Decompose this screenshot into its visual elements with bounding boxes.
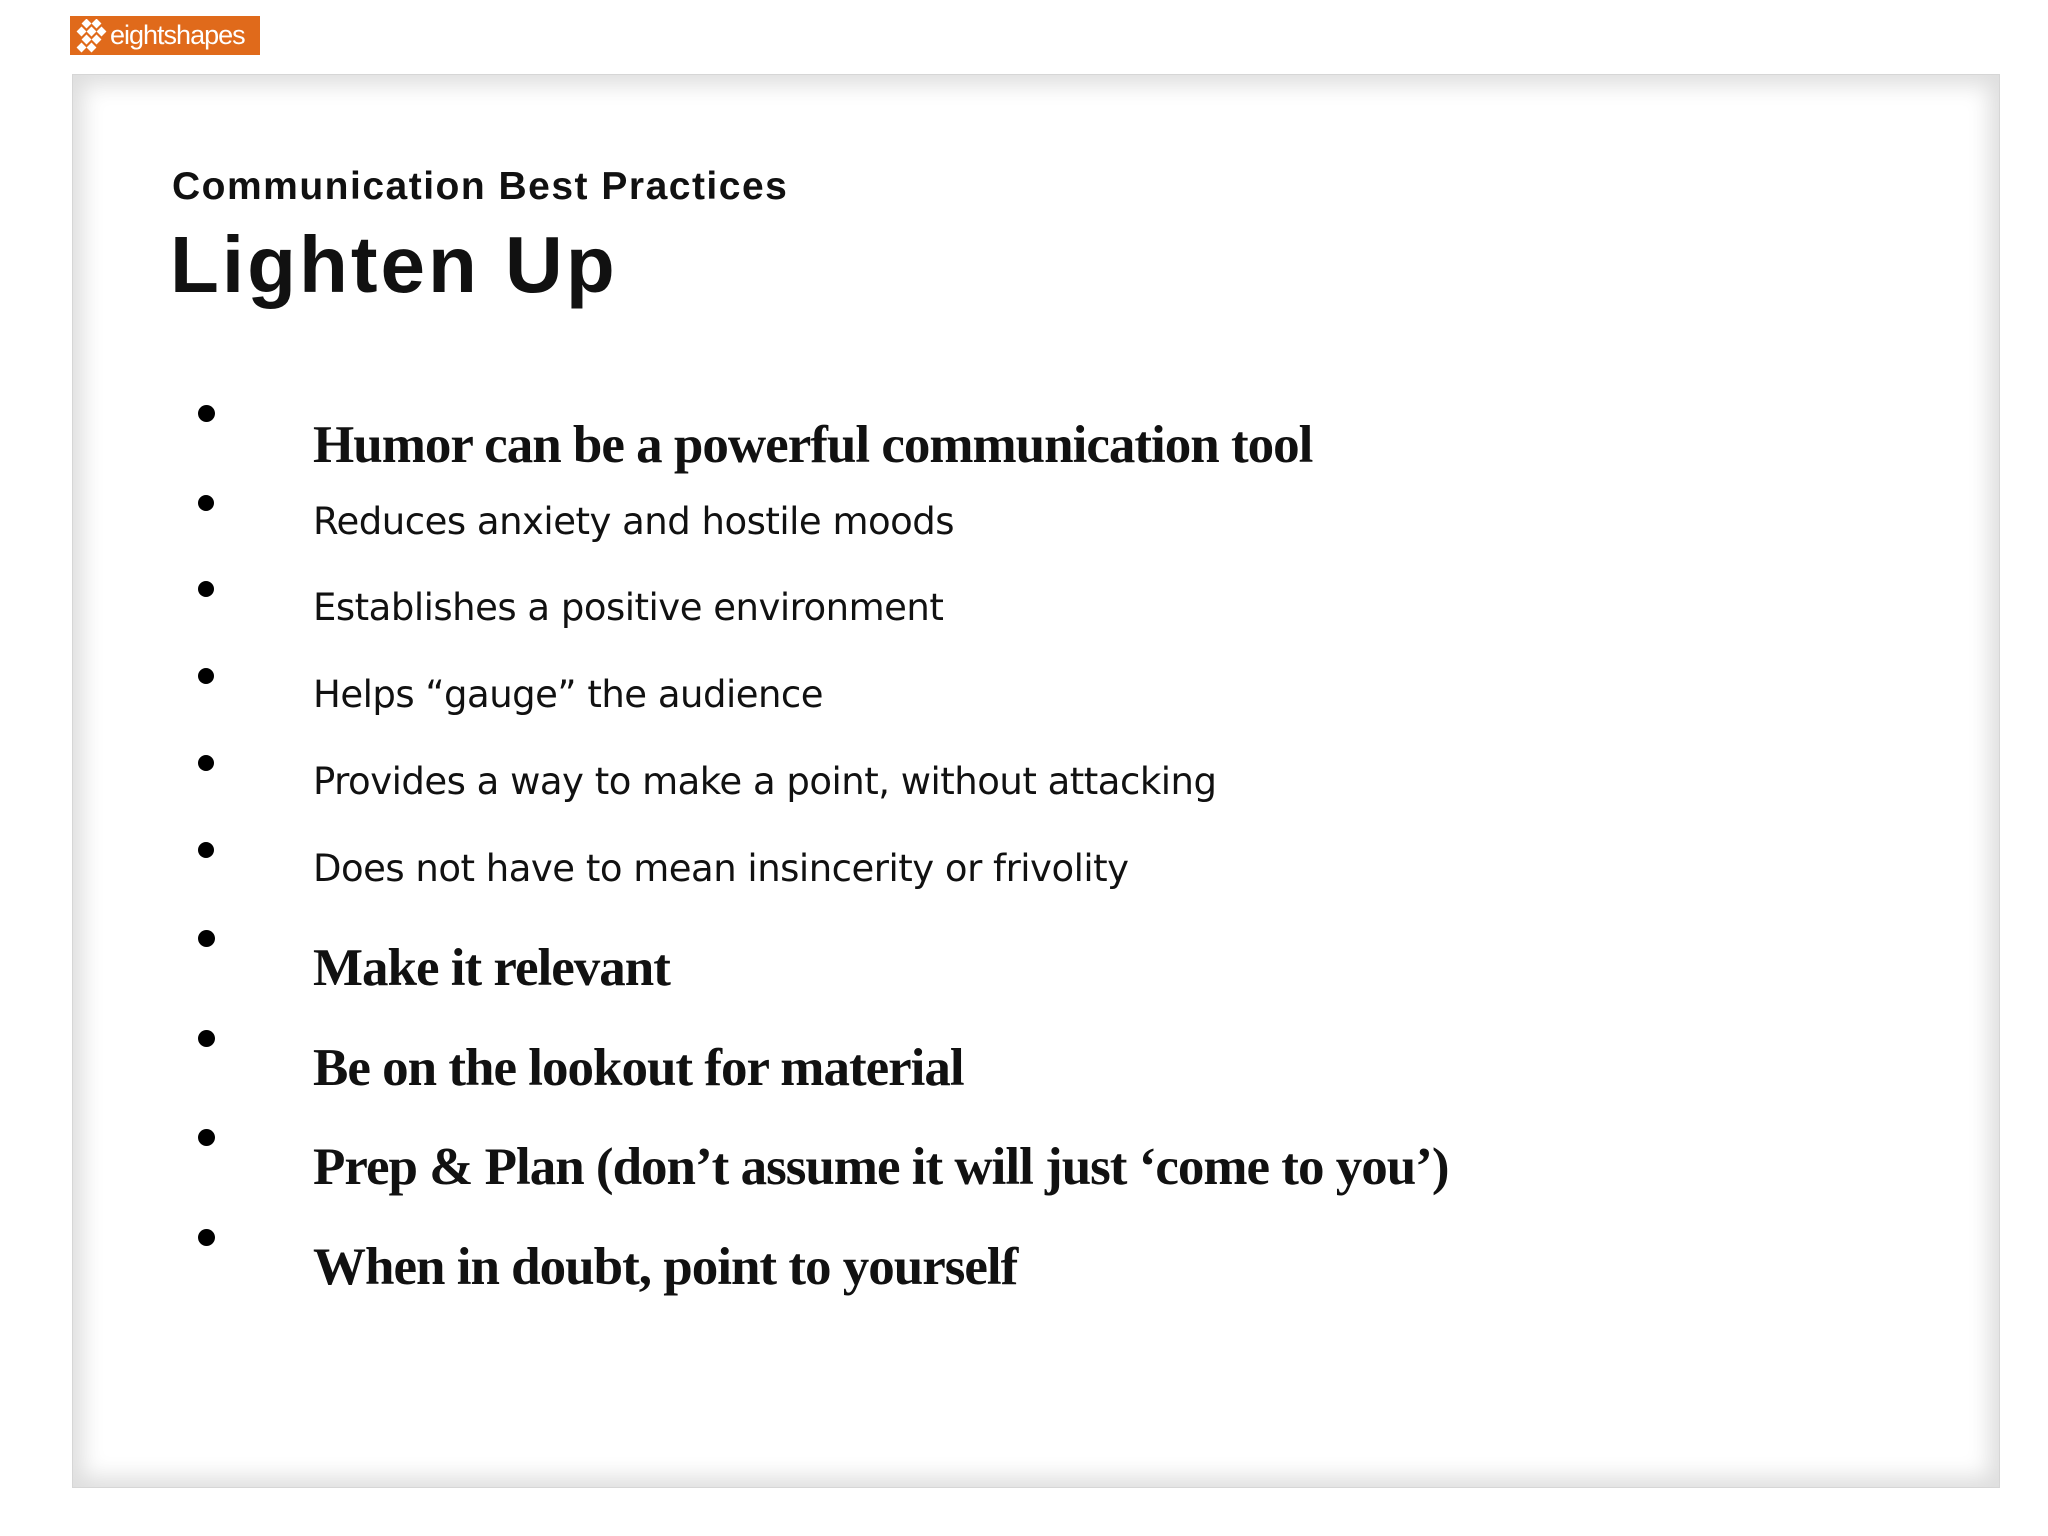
bullet-dot	[198, 1030, 215, 1047]
logo-text: eightshapes	[110, 20, 245, 50]
slide-kicker: Communication Best Practices	[172, 165, 789, 208]
bullet-dot	[198, 1229, 215, 1246]
bullet-text: Provides a way to make a point, without attacking	[313, 760, 1217, 803]
bullet-text: Prep & Plan (don’t assume it will just ‘come to you’)	[313, 1138, 1449, 1196]
bullet-dot	[198, 581, 214, 597]
bullet-text: Does not have to mean insincerity or frivolity	[313, 847, 1129, 890]
eightshapes-logo	[70, 16, 260, 55]
bullet-text: Helps “gauge” the audience	[313, 673, 824, 716]
bullet-dot	[198, 1129, 215, 1146]
eightshapes-logo-icon	[74, 19, 108, 53]
bullet-text: Make it relevant	[313, 939, 670, 997]
bullet-dot	[198, 495, 214, 511]
bullet-dot	[198, 930, 215, 947]
slide-title: Lighten Up	[170, 220, 618, 309]
bullet-dot	[198, 668, 214, 684]
bullet-dot	[198, 405, 215, 422]
bullet-dot	[198, 755, 214, 771]
bullet-text: Reduces anxiety and hostile moods	[313, 500, 955, 543]
bullet-text: When in doubt, point to yourself	[313, 1238, 1018, 1296]
slide	[72, 74, 2000, 1488]
bullet-list	[73, 75, 1999, 1487]
bullet-dot	[198, 842, 214, 858]
bullet-text: Be on the lookout for material	[313, 1039, 964, 1097]
bullet-text: Humor can be a powerful communication tool	[313, 416, 1313, 474]
bullet-text: Establishes a positive environment	[313, 586, 944, 629]
